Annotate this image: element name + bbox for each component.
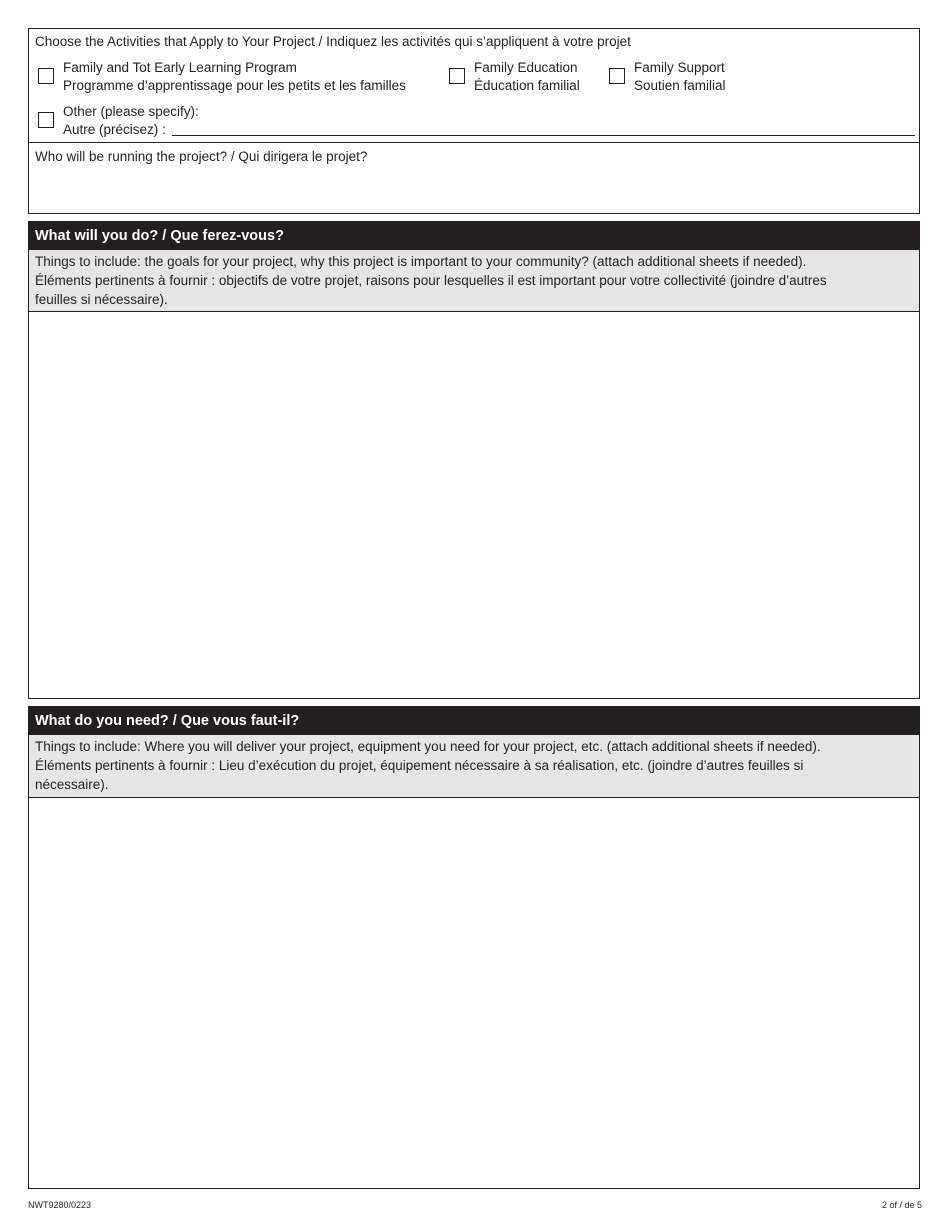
runner-field[interactable] [35,169,913,209]
what-do-section [28,221,920,699]
what-do-instruction-line3: feuilles si nécessaire). [35,292,168,307]
what-need-section [28,706,920,1189]
option-other-fr: Autre (précisez) : [63,122,166,137]
checkbox-family-tot[interactable] [38,68,54,84]
what-do-title: What will you do? / Que ferez-vous? [29,222,919,250]
option-family-tot-en: Family and Tot Early Learning Program [63,60,297,75]
other-specify-field[interactable] [172,120,915,136]
what-do-answer-area[interactable] [29,312,919,698]
what-do-instruction-line1: Things to include: the goals for your project, why this project is important to your community? (attach additional sheets if needed). [35,254,807,269]
what-need-instruction-line3: nécessaire). [35,777,109,792]
runner-label: Who will be running the project? / Qui dirigera le projet? [35,149,368,164]
runner-section [28,142,920,214]
checkbox-family-support[interactable] [609,68,625,84]
activities-section [28,28,920,143]
option-family-support-en: Family Support [634,60,725,75]
what-need-answer-area[interactable] [29,798,919,1188]
what-do-instructions [29,250,919,312]
what-do-instruction-line2: Éléments pertinents à fournir : objectifs de votre projet, raisons pour lesquelles il est important pour votre collectivité (joindre d’autres [35,273,827,288]
activities-heading: Choose the Activities that Apply to Your Project / Indiquez les activités qui s’appliquent à votre projet [35,34,631,49]
option-family-education-fr: Éducation familial [474,78,580,93]
form-code: NWT9280/0223 [28,1200,92,1210]
option-family-education-en: Family Education [474,60,578,75]
what-need-title: What do you need? / Que vous faut-il? [29,707,919,735]
page-number: 2 of / de 5 [881,1200,922,1210]
option-family-support-fr: Soutien familial [634,78,726,93]
option-other-en: Other (please specify): [63,104,199,119]
option-family-tot-fr: Programme d’apprentissage pour les petits et les familles [63,78,406,93]
what-need-instruction-line2: Éléments pertinents à fournir : Lieu d’exécution du projet, équipement nécessaire à sa réalisation, etc. (joindre d’autres feuilles si [35,758,804,773]
what-need-instructions [29,735,919,798]
checkbox-family-education[interactable] [449,68,465,84]
checkbox-other[interactable] [38,112,54,128]
what-need-instruction-line1: Things to include: Where you will deliver your project, equipment you need for your project, etc. (attach additional sheets if needed). [35,739,821,754]
